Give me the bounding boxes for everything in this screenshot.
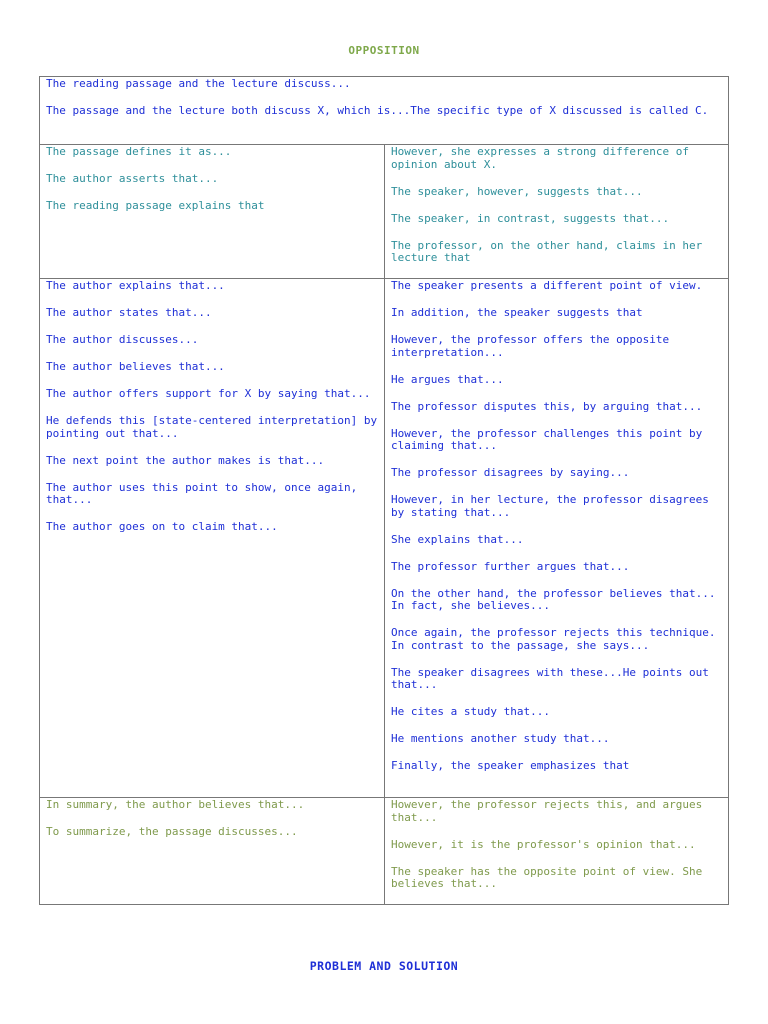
phrase-line: However, in her lecture, the professor disagrees by stating that...	[391, 493, 716, 519]
intro-line: The reading passage and the lecture discuss...	[46, 77, 351, 90]
reading-column-cell	[40, 798, 385, 904]
table-row	[40, 278, 728, 797]
phrase-line: However, she expresses a strong difference of opinion about X.	[391, 145, 696, 171]
phrase-line: The author goes on to claim that...	[46, 520, 278, 533]
phrase-line: The author uses this point to show, once again, that...	[46, 480, 364, 506]
lecture-column-cell	[385, 145, 728, 278]
phrase-line: The professor disagrees by saying...	[391, 466, 630, 479]
phrase-line: The professor, on the other hand, claims in her lecture that	[391, 238, 709, 264]
phrase-line: The next point the author makes is that...	[46, 453, 325, 467]
table-row	[40, 144, 728, 278]
phrase-table	[39, 76, 729, 905]
phrase-line: The speaker presents a different point of view.	[391, 279, 703, 292]
phrase-line: To summarize, the passage discusses...	[46, 825, 298, 838]
phrase-line: However, the professor challenges this point by claiming that...	[391, 426, 709, 452]
phrase-line: Once again, the professor rejects this technique. In contrast to the passage, she says...	[391, 626, 723, 652]
phrase-line: He argues that...	[391, 372, 504, 386]
phrase-line: The author offers support for X by saying that...	[46, 387, 371, 400]
lecture-column-cell	[385, 279, 728, 797]
phrase-line: The professor disputes this, by arguing that...	[391, 399, 703, 413]
phrase-line: The author believes that...	[46, 360, 225, 373]
phrase-line: He defends this [state-centered interpretation] by pointing out that...	[46, 414, 384, 440]
phrase-line: The author explains that...	[46, 279, 225, 292]
phrase-line: He cites a study that...	[391, 705, 550, 718]
phrase-line: The professor further argues that...	[391, 559, 630, 573]
lecture-column-cell	[385, 798, 728, 904]
reading-column-cell	[40, 145, 385, 278]
phrase-line: She explains that...	[391, 532, 524, 546]
phrase-line: The passage defines it as...	[46, 145, 232, 158]
phrase-line: The author discusses...	[46, 333, 199, 346]
table-row	[40, 797, 728, 904]
phrase-line: He mentions another study that...	[391, 732, 610, 745]
phrase-line: The reading passage explains that	[46, 199, 265, 212]
phrase-line: The author states that...	[46, 306, 212, 319]
phrase-line: The speaker has the opposite point of view. She believes that...	[391, 864, 709, 890]
phrase-line: On the other hand, the professor believes that... In fact, she believes...	[391, 586, 723, 612]
phrase-line: However, it is the professor's opinion that...	[391, 837, 696, 851]
reading-column-cell	[40, 279, 385, 797]
phrase-line: The author asserts that...	[46, 172, 219, 185]
intro-row	[40, 77, 728, 144]
phrase-line: However, the professor offers the opposite interpretation...	[391, 333, 676, 359]
intro-cell	[40, 77, 728, 144]
phrase-line: In addition, the speaker suggests that	[391, 306, 643, 319]
section-title-problem-solution: PROBLEM AND SOLUTION	[309, 959, 459, 973]
phrase-line: The speaker, in contrast, suggests that...	[391, 211, 670, 225]
phrase-line: However, the professor rejects this, and argues that...	[391, 798, 709, 824]
phrase-line: The speaker disagrees with these...He points out that...	[391, 665, 716, 691]
phrase-line: Finally, the speaker emphasizes that	[391, 759, 630, 772]
section-title-opposition: OPPOSITION	[348, 44, 420, 57]
intro-line: The passage and the lecture both discuss X, which is...The specific type of X discussed is called C.	[46, 104, 709, 117]
phrase-line: In summary, the author believes that...	[46, 798, 305, 811]
phrase-line: The speaker, however, suggests that...	[391, 184, 643, 198]
